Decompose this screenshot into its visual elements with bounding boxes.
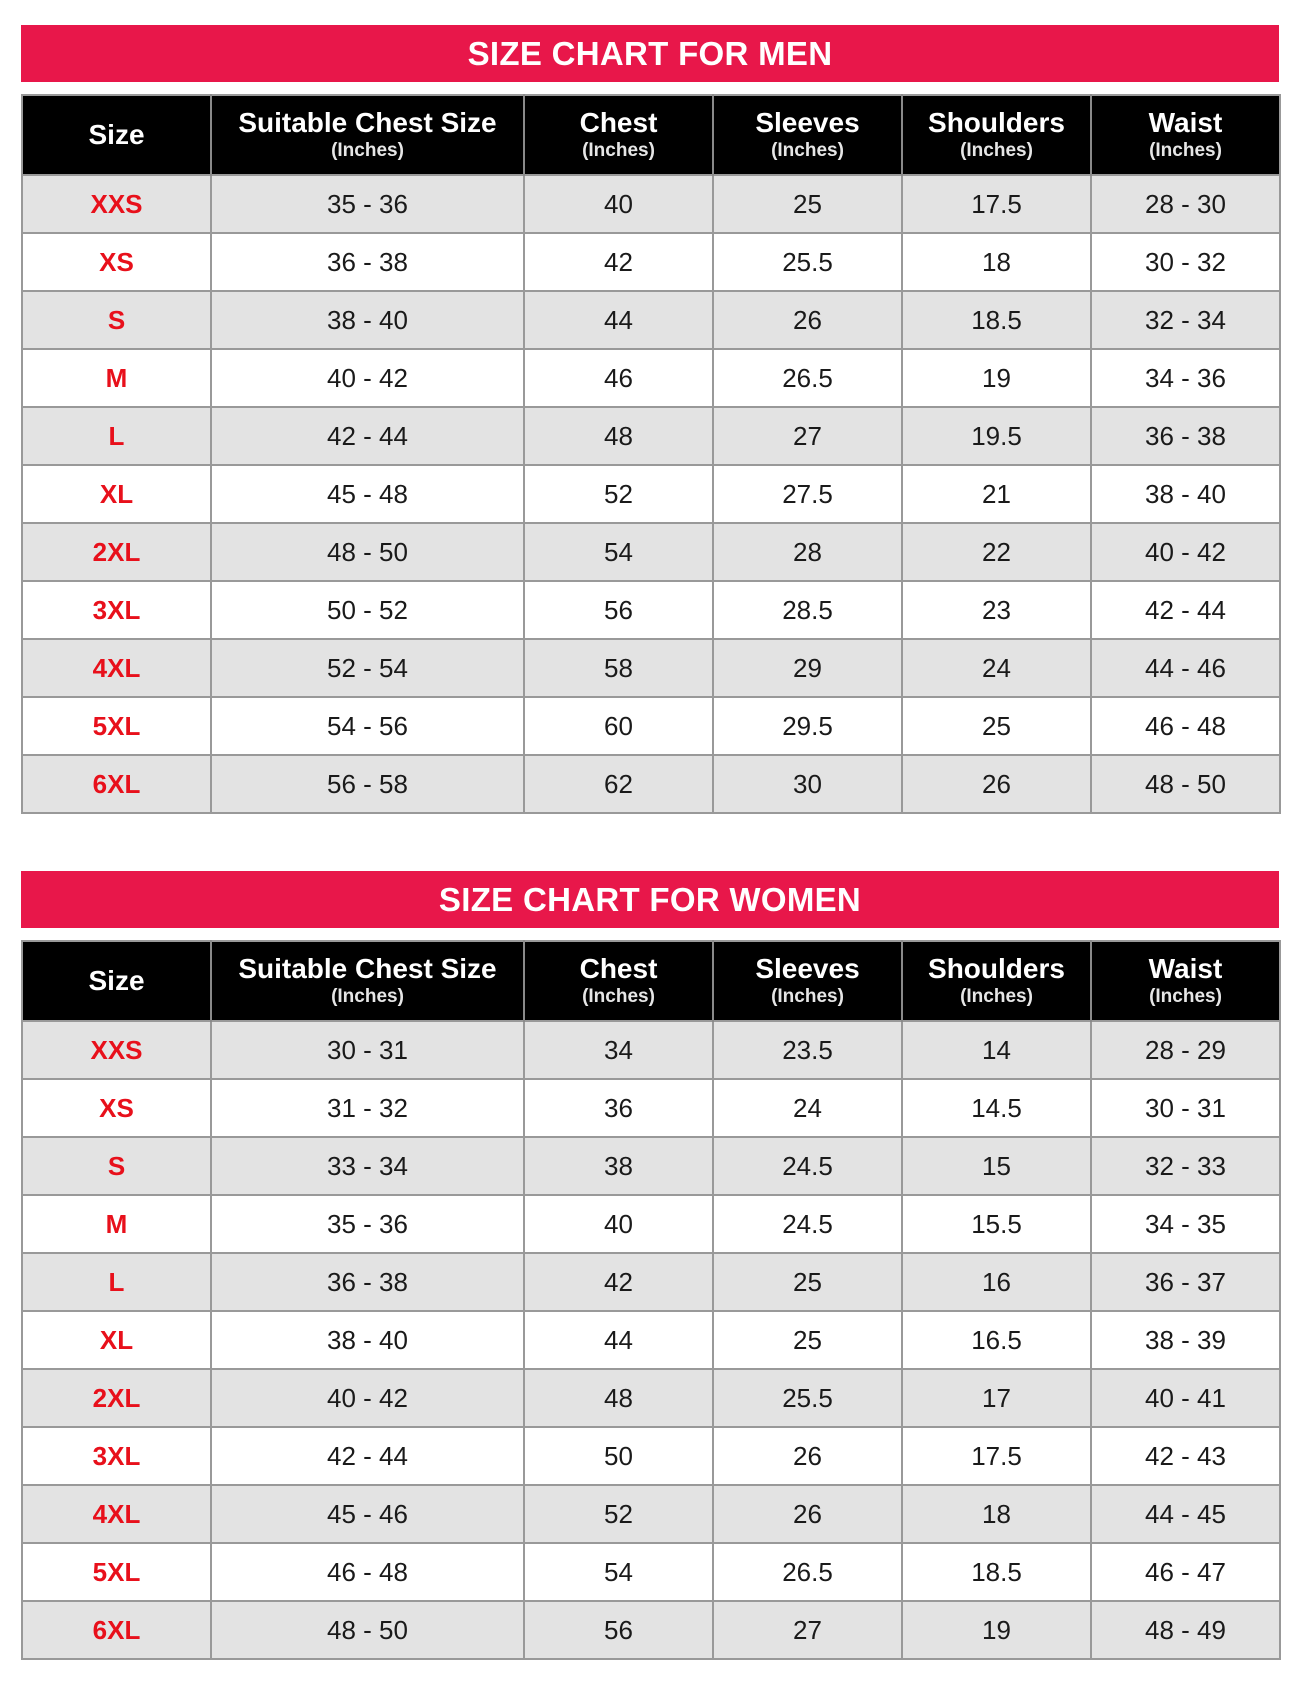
cell-chest: 42: [524, 233, 713, 291]
cell-size: 4XL: [22, 1485, 211, 1543]
cell-sleeves: 27: [713, 1601, 902, 1659]
table-row: [22, 755, 1280, 813]
column-header-label: Suitable Chest Size: [238, 953, 497, 984]
cell-suitable-chest-size: 36 - 38: [211, 233, 524, 291]
column-header-unit: (Inches): [960, 986, 1033, 1007]
cell-suitable-chest-size: 40 - 42: [211, 1369, 524, 1427]
cell-suitable-chest-size: 40 - 42: [211, 349, 524, 407]
cell-shoulders: 19.5: [902, 407, 1091, 465]
column-header-label: Size: [88, 119, 145, 150]
cell-waist: 30 - 31: [1091, 1079, 1280, 1137]
cell-shoulders: 18.5: [902, 1543, 1091, 1601]
cell-suitable-chest-size: 56 - 58: [211, 755, 524, 813]
table-row: [22, 1369, 1280, 1427]
cell-size: L: [22, 1253, 211, 1311]
cell-sleeves: 26.5: [713, 1543, 902, 1601]
cell-shoulders: 25: [902, 697, 1091, 755]
cell-shoulders: 18.5: [902, 291, 1091, 349]
cell-sleeves: 29.5: [713, 697, 902, 755]
cell-size: 2XL: [22, 523, 211, 581]
cell-waist: 28 - 30: [1091, 175, 1280, 233]
cell-suitable-chest-size: 30 - 31: [211, 1021, 524, 1079]
cell-shoulders: 17: [902, 1369, 1091, 1427]
table-row: [22, 639, 1280, 697]
cell-size: 3XL: [22, 581, 211, 639]
cell-chest: 50: [524, 1427, 713, 1485]
cell-chest: 60: [524, 697, 713, 755]
cell-sleeves: 23.5: [713, 1021, 902, 1079]
cell-chest: 48: [524, 407, 713, 465]
column-header-label: Suitable Chest Size: [238, 107, 497, 138]
cell-chest: 38: [524, 1137, 713, 1195]
table-row: [22, 1137, 1280, 1195]
cell-sleeves: 25: [713, 1311, 902, 1369]
column-header-label: Chest: [579, 953, 658, 984]
table-row: [22, 523, 1280, 581]
cell-shoulders: 26: [902, 755, 1091, 813]
column-header-unit: (Inches): [1149, 140, 1222, 161]
cell-shoulders: 14.5: [902, 1079, 1091, 1137]
table-row: [22, 407, 1280, 465]
column-header-sleeves: [713, 941, 902, 1021]
cell-shoulders: 14: [902, 1021, 1091, 1079]
table-row: [22, 1485, 1280, 1543]
table-row: [22, 1311, 1280, 1369]
table-row: [22, 1195, 1280, 1253]
cell-shoulders: 15.5: [902, 1195, 1091, 1253]
cell-waist: 48 - 49: [1091, 1601, 1280, 1659]
cell-shoulders: 19: [902, 1601, 1091, 1659]
column-header-label: Size: [88, 965, 145, 996]
cell-chest: 56: [524, 1601, 713, 1659]
cell-sleeves: 27: [713, 407, 902, 465]
column-header-shoulders: [902, 95, 1091, 175]
cell-size: XL: [22, 1311, 211, 1369]
women-size-chart: [21, 871, 1279, 1660]
cell-waist: 40 - 42: [1091, 523, 1280, 581]
table-header-row: [22, 95, 1280, 175]
cell-chest: 62: [524, 755, 713, 813]
cell-chest: 46: [524, 349, 713, 407]
cell-sleeves: 25.5: [713, 233, 902, 291]
cell-suitable-chest-size: 38 - 40: [211, 1311, 524, 1369]
cell-chest: 54: [524, 523, 713, 581]
column-header-chest: [524, 95, 713, 175]
cell-waist: 36 - 38: [1091, 407, 1280, 465]
cell-size: 5XL: [22, 697, 211, 755]
cell-waist: 42 - 44: [1091, 581, 1280, 639]
cell-sleeves: 27.5: [713, 465, 902, 523]
table-row: [22, 1543, 1280, 1601]
cell-chest: 56: [524, 581, 713, 639]
table-row: [22, 349, 1280, 407]
table-row: [22, 1253, 1280, 1311]
table-row: [22, 1427, 1280, 1485]
table-row: [22, 233, 1280, 291]
cell-size: 3XL: [22, 1427, 211, 1485]
cell-suitable-chest-size: 48 - 50: [211, 1601, 524, 1659]
column-header-unit: (Inches): [1149, 986, 1222, 1007]
cell-suitable-chest-size: 35 - 36: [211, 175, 524, 233]
men-size-chart: [21, 25, 1279, 814]
cell-sleeves: 26: [713, 1427, 902, 1485]
cell-sleeves: 24: [713, 1079, 902, 1137]
cell-suitable-chest-size: 31 - 32: [211, 1079, 524, 1137]
cell-waist: 44 - 45: [1091, 1485, 1280, 1543]
cell-chest: 36: [524, 1079, 713, 1137]
cell-suitable-chest-size: 45 - 48: [211, 465, 524, 523]
column-header-shoulders: [902, 941, 1091, 1021]
cell-waist: 38 - 40: [1091, 465, 1280, 523]
cell-shoulders: 17.5: [902, 1427, 1091, 1485]
cell-suitable-chest-size: 45 - 46: [211, 1485, 524, 1543]
cell-waist: 28 - 29: [1091, 1021, 1280, 1079]
column-header-sleeves: [713, 95, 902, 175]
cell-suitable-chest-size: 33 - 34: [211, 1137, 524, 1195]
cell-chest: 58: [524, 639, 713, 697]
cell-sleeves: 26: [713, 291, 902, 349]
men-size-table-body: [22, 175, 1280, 813]
column-header-unit: (Inches): [331, 140, 404, 161]
cell-suitable-chest-size: 54 - 56: [211, 697, 524, 755]
cell-chest: 42: [524, 1253, 713, 1311]
cell-chest: 48: [524, 1369, 713, 1427]
cell-suitable-chest-size: 48 - 50: [211, 523, 524, 581]
cell-suitable-chest-size: 46 - 48: [211, 1543, 524, 1601]
cell-waist: 32 - 33: [1091, 1137, 1280, 1195]
cell-size: 5XL: [22, 1543, 211, 1601]
cell-sleeves: 26: [713, 1485, 902, 1543]
cell-sleeves: 26.5: [713, 349, 902, 407]
cell-shoulders: 18: [902, 233, 1091, 291]
cell-size: XS: [22, 1079, 211, 1137]
cell-sleeves: 24.5: [713, 1137, 902, 1195]
cell-suitable-chest-size: 42 - 44: [211, 407, 524, 465]
table-row: [22, 1079, 1280, 1137]
column-header-waist: [1091, 95, 1280, 175]
cell-size: M: [22, 349, 211, 407]
cell-size: L: [22, 407, 211, 465]
cell-size: XS: [22, 233, 211, 291]
cell-sleeves: 25: [713, 175, 902, 233]
cell-sleeves: 28: [713, 523, 902, 581]
cell-shoulders: 23: [902, 581, 1091, 639]
column-header-label: Waist: [1148, 953, 1223, 984]
cell-sleeves: 25.5: [713, 1369, 902, 1427]
cell-waist: 42 - 43: [1091, 1427, 1280, 1485]
column-header-unit: (Inches): [582, 140, 655, 161]
women-size-table: [21, 940, 1281, 1660]
cell-waist: 38 - 39: [1091, 1311, 1280, 1369]
table-row: [22, 697, 1280, 755]
cell-chest: 34: [524, 1021, 713, 1079]
cell-shoulders: 16: [902, 1253, 1091, 1311]
column-header-unit: (Inches): [771, 140, 844, 161]
cell-suitable-chest-size: 52 - 54: [211, 639, 524, 697]
column-header-label: Waist: [1148, 107, 1223, 138]
cell-waist: 34 - 35: [1091, 1195, 1280, 1253]
cell-waist: 46 - 48: [1091, 697, 1280, 755]
column-header-suitable-chest-size: [211, 941, 524, 1021]
column-header-waist: [1091, 941, 1280, 1021]
column-header-size: [22, 95, 211, 175]
cell-shoulders: 17.5: [902, 175, 1091, 233]
cell-sleeves: 30: [713, 755, 902, 813]
cell-chest: 44: [524, 1311, 713, 1369]
cell-sleeves: 24.5: [713, 1195, 902, 1253]
cell-shoulders: 15: [902, 1137, 1091, 1195]
cell-waist: 46 - 47: [1091, 1543, 1280, 1601]
cell-shoulders: 21: [902, 465, 1091, 523]
cell-shoulders: 24: [902, 639, 1091, 697]
cell-suitable-chest-size: 38 - 40: [211, 291, 524, 349]
men-size-table: [21, 94, 1281, 814]
column-header-unit: (Inches): [960, 140, 1033, 161]
cell-waist: 40 - 41: [1091, 1369, 1280, 1427]
column-header-label: Sleeves: [755, 107, 860, 138]
cell-shoulders: 18: [902, 1485, 1091, 1543]
cell-size: 6XL: [22, 755, 211, 813]
cell-size: S: [22, 1137, 211, 1195]
column-header-chest: [524, 941, 713, 1021]
women-size-table-body: [22, 1021, 1280, 1659]
cell-sleeves: 28.5: [713, 581, 902, 639]
table-row: [22, 291, 1280, 349]
column-header-size: [22, 941, 211, 1021]
table-row: [22, 581, 1280, 639]
cell-shoulders: 16.5: [902, 1311, 1091, 1369]
cell-sleeves: 29: [713, 639, 902, 697]
cell-shoulders: 22: [902, 523, 1091, 581]
table-row: [22, 465, 1280, 523]
column-header-label: Sleeves: [755, 953, 860, 984]
table-header-row: [22, 941, 1280, 1021]
table-row: [22, 175, 1280, 233]
cell-size: M: [22, 1195, 211, 1253]
cell-chest: 40: [524, 175, 713, 233]
cell-chest: 52: [524, 1485, 713, 1543]
column-header-label: Shoulders: [928, 107, 1065, 138]
column-header-suitable-chest-size: [211, 95, 524, 175]
men-chart-title: SIZE CHART FOR MEN: [21, 25, 1279, 82]
cell-suitable-chest-size: 50 - 52: [211, 581, 524, 639]
column-header-unit: (Inches): [771, 986, 844, 1007]
cell-suitable-chest-size: 42 - 44: [211, 1427, 524, 1485]
column-header-label: Shoulders: [928, 953, 1065, 984]
women-chart-title: SIZE CHART FOR WOMEN: [21, 871, 1279, 928]
cell-waist: 32 - 34: [1091, 291, 1280, 349]
table-row: [22, 1601, 1280, 1659]
cell-size: S: [22, 291, 211, 349]
cell-suitable-chest-size: 36 - 38: [211, 1253, 524, 1311]
cell-size: XXS: [22, 1021, 211, 1079]
cell-size: 2XL: [22, 1369, 211, 1427]
column-header-unit: (Inches): [331, 986, 404, 1007]
cell-waist: 36 - 37: [1091, 1253, 1280, 1311]
cell-chest: 52: [524, 465, 713, 523]
cell-chest: 44: [524, 291, 713, 349]
cell-size: XL: [22, 465, 211, 523]
cell-shoulders: 19: [902, 349, 1091, 407]
column-header-unit: (Inches): [582, 986, 655, 1007]
cell-suitable-chest-size: 35 - 36: [211, 1195, 524, 1253]
cell-size: 4XL: [22, 639, 211, 697]
cell-chest: 40: [524, 1195, 713, 1253]
cell-chest: 54: [524, 1543, 713, 1601]
cell-sleeves: 25: [713, 1253, 902, 1311]
cell-size: XXS: [22, 175, 211, 233]
table-row: [22, 1021, 1280, 1079]
cell-waist: 44 - 46: [1091, 639, 1280, 697]
cell-size: 6XL: [22, 1601, 211, 1659]
column-header-label: Chest: [579, 107, 658, 138]
cell-waist: 48 - 50: [1091, 755, 1280, 813]
cell-waist: 30 - 32: [1091, 233, 1280, 291]
cell-waist: 34 - 36: [1091, 349, 1280, 407]
